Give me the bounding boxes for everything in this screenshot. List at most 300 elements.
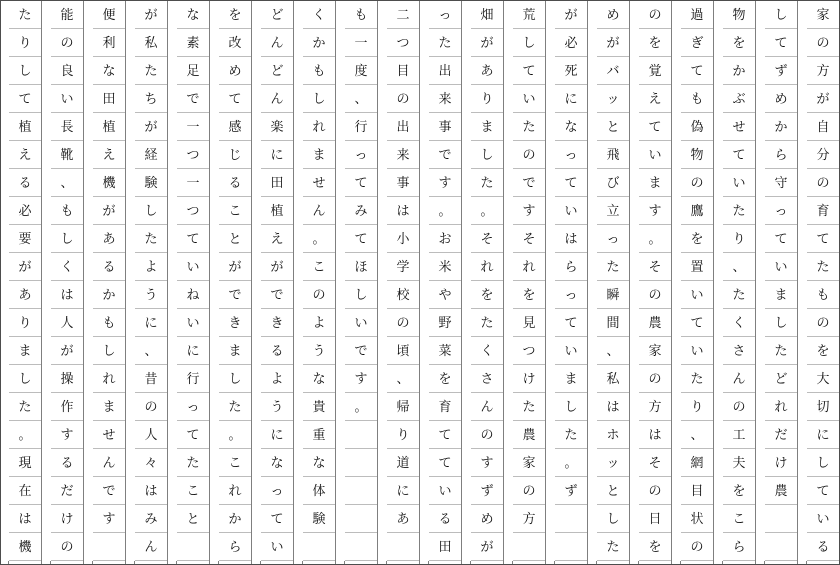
character-cell: 自 [806,113,840,141]
character-cell: て [764,29,798,57]
character-cell: か [302,29,336,57]
character-cell: 。 [8,421,42,449]
character-cell: し [344,281,378,309]
character-cell: 家 [806,1,840,29]
character-cell: て [512,57,546,85]
character-cell: れ [764,393,798,421]
character-cell: の [638,365,672,393]
character-cell: 方 [512,505,546,533]
character-cell: い [680,337,714,365]
manuscript-column [8,0,42,565]
character-cell: 植 [8,113,42,141]
character-cell: を [470,281,504,309]
character-cell: 私 [596,365,630,393]
character-cell: め [596,1,630,29]
character-cell: せ [302,169,336,197]
character-cell: れ [92,365,126,393]
character-cell: あ [92,225,126,253]
character-cell: 切 [806,393,840,421]
manuscript-column [680,0,714,565]
character-cell: め [470,505,504,533]
character-cell: バ [596,57,630,85]
character-cell: す [512,197,546,225]
character-cell: い [260,533,294,561]
character-cell: 夫 [722,449,756,477]
character-cell: 、 [596,337,630,365]
character-cell: ま [218,337,252,365]
character-cell: 菜 [428,337,462,365]
character-cell: 農 [764,477,798,505]
manuscript-column [386,0,420,565]
character-cell: し [8,365,42,393]
character-cell: て [218,85,252,113]
character-cell: る [8,169,42,197]
character-cell: 守 [764,169,798,197]
character-cell: て [8,85,42,113]
character-cell: が [470,533,504,561]
character-cell: の [386,309,420,337]
character-cell: よ [302,309,336,337]
character-cell: ど [260,1,294,29]
character-cell [344,505,378,533]
character-cell: ん [92,449,126,477]
character-cell: 農 [638,309,672,337]
manuscript-column [218,0,252,565]
character-cell: を [428,365,462,393]
character-cell: に [806,421,840,449]
character-cell: り [470,85,504,113]
character-cell: を [722,29,756,57]
character-cell: ッ [596,449,630,477]
character-cell: う [302,337,336,365]
manuscript-column [260,0,294,565]
character-cell: し [8,57,42,85]
character-cell: し [470,141,504,169]
character-cell: 帰 [386,393,420,421]
character-cell: い [344,309,378,337]
character-cell: 行 [344,113,378,141]
character-cell: め [218,57,252,85]
character-cell: た [596,253,630,281]
character-cell: ず [554,477,588,505]
character-cell: よ [260,365,294,393]
character-cell [344,449,378,477]
character-cell: れ [512,253,546,281]
character-cell: が [50,337,84,365]
character-cell: の [806,29,840,57]
character-cell: せ [722,113,756,141]
character-cell: し [764,1,798,29]
character-cell: り [722,225,756,253]
character-cell: に [386,477,420,505]
character-cell: っ [554,141,588,169]
manuscript-column [554,0,588,565]
character-cell: 機 [92,169,126,197]
character-cell: け [764,449,798,477]
manuscript-column [428,0,462,565]
character-cell: み [344,197,378,225]
character-cell: こ [176,477,210,505]
character-cell: は [554,225,588,253]
character-cell: 目 [680,477,714,505]
manuscript-column [176,0,210,565]
character-cell: が [554,1,588,29]
character-cell: す [50,421,84,449]
character-cell: で [428,141,462,169]
character-cell: 農 [512,421,546,449]
character-cell: 改 [218,29,252,57]
character-cell: を [512,281,546,309]
character-cell: だ [50,477,84,505]
manuscript-column [50,0,84,565]
character-cell: も [302,57,336,85]
character-cell: っ [764,197,798,225]
character-cell: 良 [50,57,84,85]
manuscript-column [764,0,798,565]
character-cell: 方 [806,57,840,85]
character-cell: 感 [218,113,252,141]
character-cell: は [50,281,84,309]
character-cell: 能 [50,1,84,29]
character-cell: す [344,365,378,393]
character-cell: 、 [344,85,378,113]
character-cell: を [638,29,672,57]
character-cell: ホ [596,421,630,449]
character-cell: い [554,337,588,365]
character-cell: て [554,169,588,197]
character-cell: し [596,505,630,533]
character-cell: す [92,505,126,533]
character-cell: し [134,197,168,225]
character-cell: ぎ [680,29,714,57]
character-cell: の [50,29,84,57]
manuscript-column [470,0,504,565]
character-cell: み [134,505,168,533]
character-cell: た [8,1,42,29]
character-cell: ま [8,337,42,365]
character-cell: の [638,281,672,309]
character-cell: で [218,281,252,309]
character-cell: し [50,225,84,253]
character-cell: た [134,57,168,85]
character-cell: た [428,29,462,57]
character-cell: く [722,309,756,337]
character-cell: ら [722,533,756,561]
character-cell: じ [218,141,252,169]
character-cell: て [638,113,672,141]
character-cell: る [50,449,84,477]
character-cell: の [806,169,840,197]
character-cell: ど [260,57,294,85]
character-cell: っ [428,1,462,29]
character-cell: も [50,197,84,225]
character-cell: は [638,421,672,449]
character-cell: な [302,449,336,477]
character-cell: の [50,533,84,561]
character-cell: 人 [134,421,168,449]
manuscript-column [638,0,672,565]
character-cell: 網 [680,449,714,477]
character-cell: 験 [302,505,336,533]
character-cell: き [218,309,252,337]
character-cell: 機 [8,533,42,561]
character-cell: の [302,281,336,309]
character-cell: 。 [218,421,252,449]
character-cell: さ [722,337,756,365]
character-cell: っ [596,225,630,253]
character-cell: て [806,477,840,505]
character-cell: す [470,449,504,477]
character-cell: 必 [554,29,588,57]
character-cell: を [638,533,672,561]
character-cell: っ [176,393,210,421]
character-cell: 一 [344,29,378,57]
character-cell: り [386,421,420,449]
character-cell: び [596,169,630,197]
character-cell: も [680,85,714,113]
character-cell: 頃 [386,337,420,365]
character-cell: 荒 [512,1,546,29]
character-cell: も [806,281,840,309]
character-cell: れ [218,477,252,505]
character-cell: 工 [722,421,756,449]
manuscript-column [344,0,378,565]
character-cell: え [260,225,294,253]
character-cell: し [512,29,546,57]
character-cell: 大 [806,365,840,393]
character-cell: た [680,365,714,393]
character-cell: し [218,365,252,393]
character-cell: と [218,225,252,253]
character-cell: ま [638,169,672,197]
character-cell [554,533,588,561]
character-cell [554,505,588,533]
character-cell: り [680,393,714,421]
character-cell: け [512,365,546,393]
character-cell: た [764,337,798,365]
character-cell: ま [92,393,126,421]
character-cell: い [764,253,798,281]
character-cell: 出 [386,113,420,141]
character-cell: ま [764,281,798,309]
character-cell: の [806,309,840,337]
character-cell: 。 [638,225,672,253]
character-cell: 状 [680,505,714,533]
character-cell: な [92,57,126,85]
character-cell: が [218,253,252,281]
character-cell: か [218,505,252,533]
character-cell: の [680,533,714,561]
character-cell: の [386,85,420,113]
character-cell: た [470,309,504,337]
character-cell: 体 [302,477,336,505]
character-cell: な [554,113,588,141]
character-cell: か [722,57,756,85]
character-cell: 利 [92,29,126,57]
character-cell: て [806,225,840,253]
character-cell: 一 [176,113,210,141]
character-cell: か [764,113,798,141]
character-cell [512,533,546,561]
character-cell: つ [512,337,546,365]
character-cell: え [92,141,126,169]
character-cell: て [722,141,756,169]
character-cell: ん [260,85,294,113]
character-cell: 行 [176,365,210,393]
character-cell: ッ [596,85,630,113]
character-cell: 重 [302,421,336,449]
character-cell: そ [638,449,672,477]
character-cell: っ [554,281,588,309]
character-cell: た [470,169,504,197]
character-cell: 田 [428,533,462,561]
character-cell: め [764,85,798,113]
character-cell: 、 [134,337,168,365]
character-cell: か [92,281,126,309]
character-cell: る [428,505,462,533]
character-cell: 校 [386,281,420,309]
character-cell: こ [218,449,252,477]
character-cell: て [554,309,588,337]
character-cell: 私 [134,29,168,57]
character-cell: と [176,505,210,533]
character-cell [344,477,378,505]
character-cell: ど [764,365,798,393]
character-cell: 。 [302,225,336,253]
manuscript-column [722,0,756,565]
character-cell: が [260,253,294,281]
character-cell: 野 [428,309,462,337]
character-cell: ん [302,197,336,225]
character-cell: て [680,309,714,337]
character-cell: は [386,197,420,225]
character-cell: 畑 [470,1,504,29]
character-cell: 瞬 [596,281,630,309]
character-cell: に [260,141,294,169]
character-cell: を [218,1,252,29]
character-cell: そ [470,225,504,253]
character-cell [176,533,210,561]
character-cell: 飛 [596,141,630,169]
character-cell: う [260,393,294,421]
character-cell: 覚 [638,57,672,85]
character-cell: た [8,393,42,421]
character-cell: 方 [638,393,672,421]
character-cell: ね [176,281,210,309]
character-cell: る [806,533,840,561]
character-cell: え [8,141,42,169]
character-cell: の [512,141,546,169]
character-cell: 道 [386,449,420,477]
manuscript-column [596,0,630,565]
character-cell: て [344,225,378,253]
character-cell: ま [302,141,336,169]
character-cell: よ [134,253,168,281]
character-cell: ら [764,141,798,169]
character-cell: あ [386,505,420,533]
character-cell: て [260,505,294,533]
character-cell: さ [470,365,504,393]
character-cell: も [92,309,126,337]
character-cell: 貴 [302,393,336,421]
character-cell: つ [176,141,210,169]
character-cell: 験 [134,169,168,197]
character-cell: し [764,309,798,337]
character-cell: 死 [554,57,588,85]
character-cell: な [260,449,294,477]
character-cell: い [176,309,210,337]
character-cell: 小 [386,225,420,253]
character-cell [764,533,798,561]
character-cell: や [428,281,462,309]
character-cell: り [8,309,42,337]
character-cell: ぶ [722,85,756,113]
character-cell: 作 [50,393,84,421]
character-cell: 事 [428,113,462,141]
character-cell: ま [470,113,504,141]
character-cell: 学 [386,253,420,281]
character-cell [386,533,420,561]
character-cell: る [92,253,126,281]
character-cell: 植 [260,197,294,225]
character-cell: 来 [428,85,462,113]
character-cell: 靴 [50,141,84,169]
character-cell: し [92,337,126,365]
character-cell: た [554,421,588,449]
character-cell: た [596,533,630,561]
character-cell: で [260,281,294,309]
character-cell: て [764,225,798,253]
manuscript-column [512,0,546,565]
character-cell: が [8,253,42,281]
character-cell: 偽 [680,113,714,141]
character-cell: の [470,421,504,449]
character-cell: し [302,85,336,113]
character-cell: 。 [470,197,504,225]
character-cell: し [806,449,840,477]
manuscript-column [134,0,168,565]
character-cell: 足 [176,57,210,85]
character-cell: に [176,337,210,365]
character-cell: と [596,477,630,505]
character-cell: い [680,281,714,309]
character-cell: ん [260,29,294,57]
character-cell: に [260,421,294,449]
character-cell: 素 [176,29,210,57]
character-cell: 一 [176,169,210,197]
character-cell: 米 [428,253,462,281]
character-cell: の [638,1,672,29]
character-cell: 々 [134,449,168,477]
character-cell: 家 [638,337,672,365]
character-cell: が [806,85,840,113]
character-cell: 田 [260,169,294,197]
character-cell: 、 [722,253,756,281]
character-cell: 楽 [260,113,294,141]
character-cell: い [428,477,462,505]
character-cell: て [680,57,714,85]
character-cell: が [92,197,126,225]
character-cell: え [638,85,672,113]
character-cell [344,533,378,561]
character-cell: あ [470,57,504,85]
character-cell: の [134,393,168,421]
character-cell: た [722,197,756,225]
character-cell: の [638,477,672,505]
character-cell: 物 [722,1,756,29]
character-cell: 過 [680,1,714,29]
character-cell: と [596,113,630,141]
